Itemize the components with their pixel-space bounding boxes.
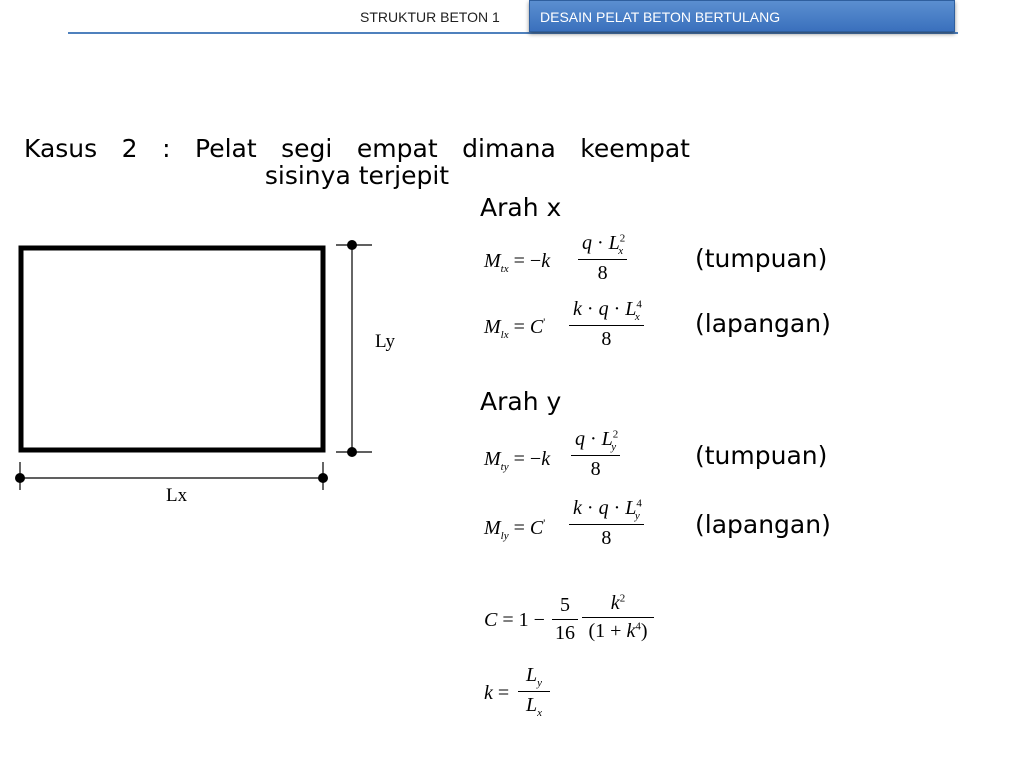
course-title: STRUKTUR BETON 1 [360, 9, 500, 25]
eq-mly-lhs: $M_{ly} = C'$ [484, 517, 546, 542]
mty-support-label: (tumpuan) [695, 441, 828, 470]
case-heading-line2: sisinya terjepit [264, 161, 450, 190]
mtx-support-label: (tumpuan) [695, 244, 828, 273]
section-x-title: Arah x [480, 193, 562, 222]
word: Kasus [24, 134, 98, 163]
lx-dot-left [15, 473, 25, 483]
word: keempat [580, 134, 690, 163]
slide-title-bar [529, 0, 955, 32]
eq-k-lhs: k = [484, 682, 510, 704]
lx-dot-right [318, 473, 328, 483]
eq-mtx-lhs: $M_{tx} = -k$ [484, 250, 551, 275]
lx-label: Lx [166, 485, 188, 506]
word: empat [356, 134, 438, 163]
ly-label: Ly [375, 331, 396, 352]
eq-mlx-lhs: $M_{lx} = C'$ [484, 316, 546, 341]
eq-mly-fraction: $k \cdot q \cdot L^4_y$ 8 [569, 497, 644, 550]
ly-dot-top [347, 240, 357, 250]
mly-field-label: (lapangan) [695, 510, 831, 539]
eq-c-fraction-a: 5 16 [552, 594, 578, 645]
eq-c-lhs: C = 1 − [484, 609, 545, 631]
eq-k-fraction: $L_y$ $L_x$ [518, 664, 550, 719]
plate-outline [21, 248, 323, 450]
eq-mlx-fraction: $k \cdot q \cdot L^4_x$ 8 [569, 298, 644, 351]
plate-diagram [0, 0, 420, 520]
eq-mty-fraction: $q \cdot L^2_y$ 8 [571, 428, 620, 481]
ly-dot-bottom [347, 447, 357, 457]
eq-mtx-fraction: $q \cdot L^2_x$ 8 [578, 232, 627, 285]
eq-mty-lhs: $M_{ty} = -k$ [484, 448, 551, 473]
word: dimana [462, 134, 556, 163]
slide-title: DESAIN PELAT BETON BERTULANG [540, 9, 781, 25]
word: Pelat [195, 134, 257, 163]
section-y-title: Arah y [480, 387, 562, 416]
eq-c-fraction-b: $k^2$ $(1 + k^4)$ [582, 592, 654, 643]
word: : [162, 134, 171, 163]
word: segi [281, 134, 333, 163]
mlx-field-label: (lapangan) [695, 309, 831, 338]
word: 2 [121, 134, 138, 163]
